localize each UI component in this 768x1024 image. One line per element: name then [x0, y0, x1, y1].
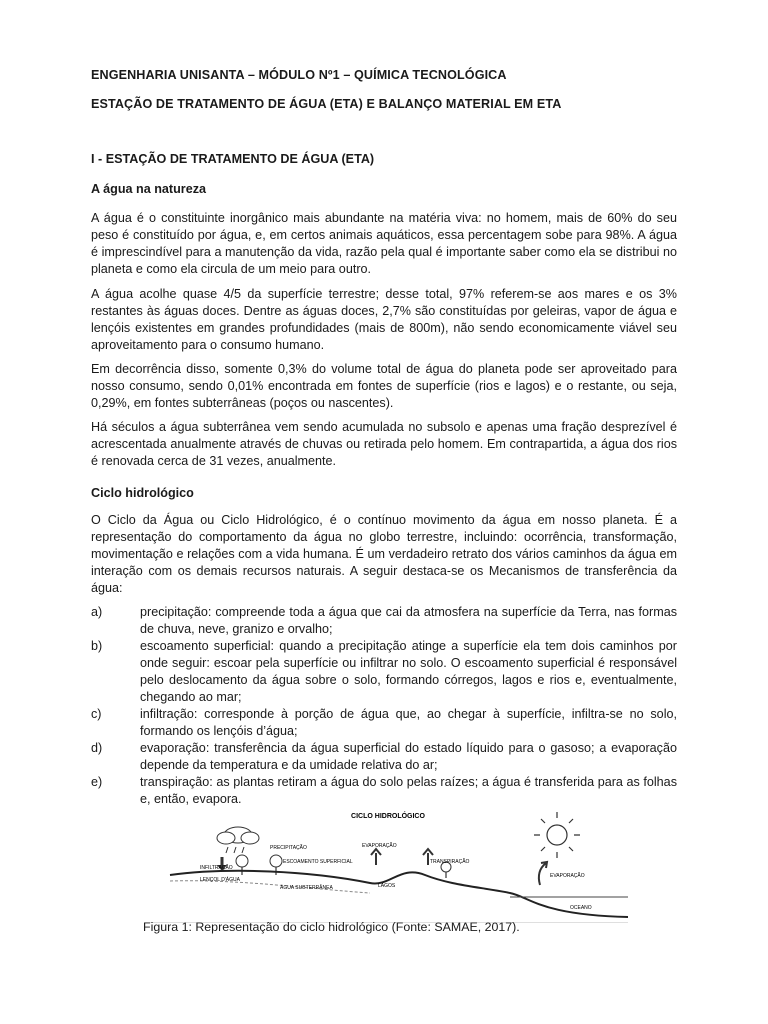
label-precipitation: PRECIPITAÇÃO [270, 845, 307, 851]
paragraph-5: O Ciclo da Água ou Ciclo Hidrológico, é o contínuo movimento da água em nosso planeta. É a representação do comportamento da água no globo terrestre, incluindo: ocorrência, transformação, movimentação e relações com a vida humana. É um verdadeiro retrato dos vários caminhos da água em interação com os demais recursos naturais. A seguir destaca-se os Mecanismos de transferência da água: [91, 513, 677, 595]
label-evaporation-2: EVAPORAÇÃO [550, 873, 585, 879]
label-groundwater: ÁGUA SUBTERRÂNEA [280, 885, 333, 891]
paragraph-4: Há séculos a água subterrânea vem sendo acumulada no subsolo e apenas uma fração desprezível é acrescentada anualmente através de chuvas ou retirada pelo homem. Em contrapartida, a água dos rios é renovada cerca de 31 vezes, anualmente. [91, 420, 677, 468]
label-evaporation-1: EVAPORAÇÃO [362, 843, 397, 849]
header-course: ENGENHARIA UNISANTA – MÓDULO Nº1 – QUÍMICA TECNOLÓGICA [91, 68, 507, 82]
section-title: I - ESTAÇÃO DE TRATAMENTO DE ÁGUA (ETA) [91, 152, 375, 166]
list-text: evaporação: transferência da água superficial do estado líquido para o gasoso; a evaporação depende da temperatura e da umidade relativa do ar; [140, 741, 677, 772]
label-transpiration: TRANSPIRAÇÃO [430, 859, 470, 865]
list-marker: a) [91, 605, 103, 619]
header-topic: ESTAÇÃO DE TRATAMENTO DE ÁGUA (ETA) E BALANÇO MATERIAL EM ETA [91, 97, 562, 111]
transfer-mechanisms-list [91, 604, 677, 808]
label-water-table: LENÇOL D'ÁGUA [200, 877, 240, 883]
hydrologic-cycle-figure [150, 805, 628, 923]
list-marker: c) [91, 707, 102, 721]
label-infiltration: INFILTRAÇÃO [200, 865, 233, 871]
list-text: infiltração: corresponde à porção de água que, ao chegar à superfície, infiltra-se no solo, formando os lençóis d’água; [140, 707, 677, 738]
cloud-icon [217, 827, 259, 853]
list-text: precipitação: compreende toda a água que cai da atmosfera na superfície da Terra, nas formas de chuva, neve, granizo e orvalho; [140, 605, 677, 636]
paragraph-2: A água acolhe quase 4/5 da superfície terrestre; desse total, 97% referem-se aos mares e os 3% restantes às águas doces. Dentre as águas doces, 2,7% são constituídas por geleiras, vapor de água e lençóis existentes em grandes profundidades (mais de 800m), não sendo economicamente viável seu aproveitamento para o consumo humano. [91, 287, 677, 352]
list-text: escoamento superficial: quando a precipitação atinge a superfície ela tem dois caminhos por onde seguir: escoar pela superfície ou infiltrar no solo. O escoamento superficial é responsável pelo deslocamento da água sobre o solo, formando córregos, lagos e rios e, eventualmente, chegando ao mar; [140, 639, 677, 704]
list-item [91, 638, 677, 706]
figure-caption: Figura 1: Representação do ciclo hidrológico (Fonte: SAMAE, 2017). [143, 920, 520, 934]
ocean-evaporation-arrow-icon [539, 862, 547, 885]
label-ocean: OCEANO [570, 905, 592, 911]
list-marker: d) [91, 741, 103, 755]
label-lakes: LAGOS [378, 883, 396, 889]
figure-title: CICLO HIDROLÓGICO [351, 813, 425, 820]
subheading-ciclo-hidrologico: Ciclo hidrológico [91, 486, 194, 500]
list-item [91, 706, 677, 740]
paragraph-3: Em decorrência disso, somente 0,3% do volume total de água do planeta pode ser aproveitado para nosso consumo, sendo 0,01% encontrada em fontes de superfície (rios e lagos) e o restante, ou seja, 0,29%, em fontes subterrâneas (poços ou nascentes). [91, 362, 677, 410]
list-text: transpiração: as plantas retiram a água do solo pelas raízes; a água é transferida para as folhas e, então, evapora. [140, 775, 677, 806]
paragraph-1: A água é o constituinte inorgânico mais abundante na matéria viva: no homem, mais de 60% do seu peso é constituído por água, e, em certos animais aquáticos, essa percentagem sobe para 98%. A água é imprescindível para a manutenção da vida, razão pela qual é importante saber como ela se distribui no planeta e como ela circula de um meio para outro. [91, 211, 677, 276]
evaporation-arrow-icon [371, 849, 381, 865]
list-marker: e) [91, 775, 103, 789]
list-item [91, 604, 677, 638]
subheading-agua-natureza: A água na natureza [91, 182, 207, 196]
list-item [91, 740, 677, 774]
label-runoff: ESCOAMENTO SUPERFICIAL [283, 859, 353, 865]
sun-icon [534, 812, 580, 858]
list-marker: b) [91, 639, 103, 653]
list-item [91, 774, 677, 808]
